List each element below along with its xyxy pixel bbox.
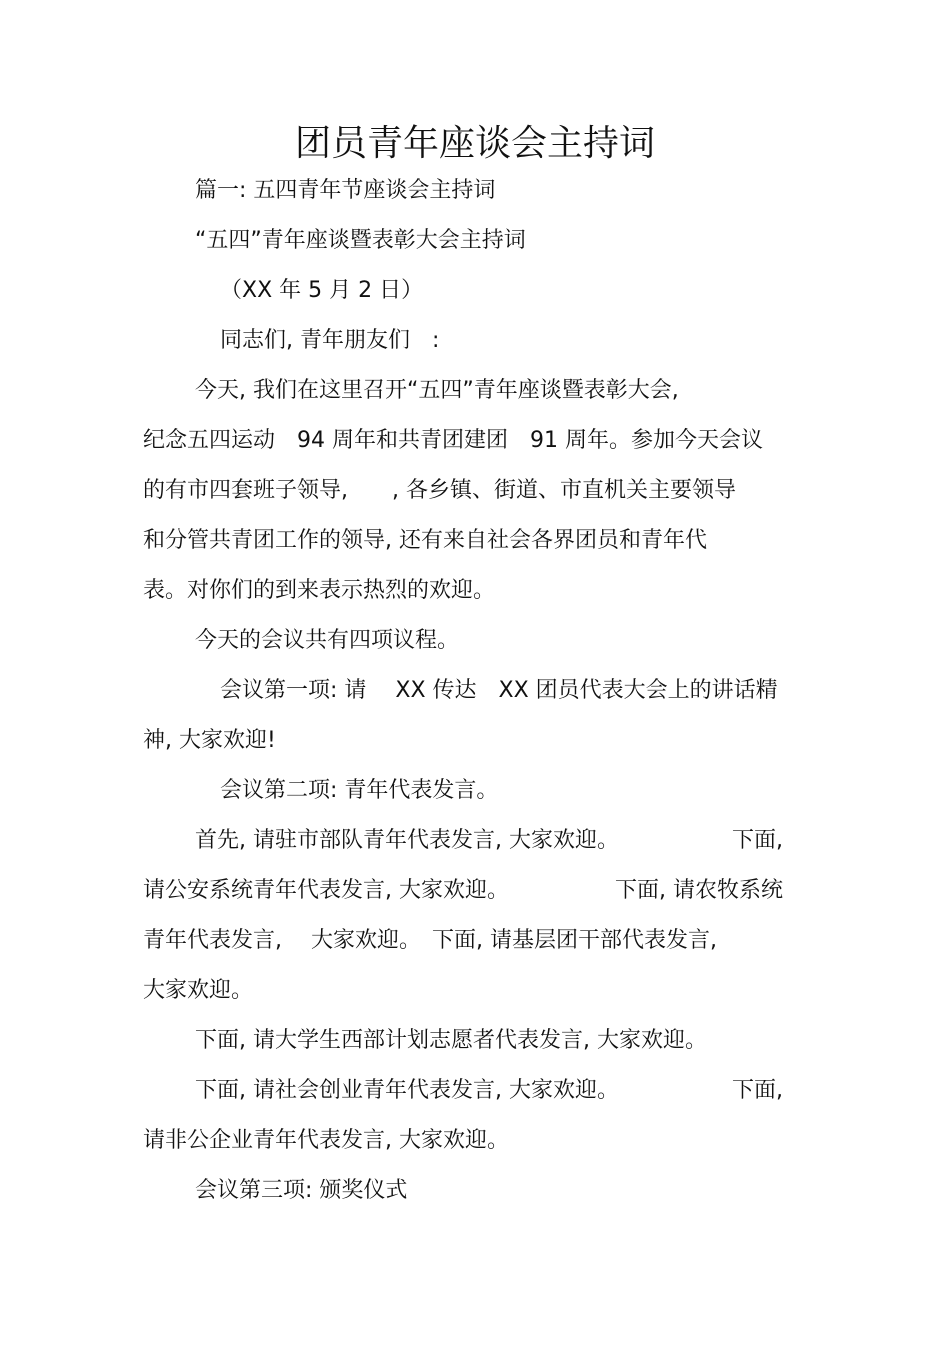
paragraph-line: [143, 876, 783, 906]
line-segment: 下面,: [732, 828, 783, 853]
paragraph-line: 今天的会议共有四项议程。: [195, 628, 460, 653]
paragraph-line: 请非公企业青年代表发言, 大家欢迎。: [143, 1128, 509, 1153]
paragraph-line: 纪念五四运动 94 周年和共青团建团 91 周年。参加今天会议: [143, 428, 763, 453]
paragraph-line: 今天, 我们在这里召开“五四”青年座谈暨表彰大会,: [195, 378, 679, 403]
paragraph-line: [195, 1076, 783, 1106]
paragraph-line: 会议第一项: 请 XX 传达 XX 团员代表大会上的讲话精: [220, 678, 778, 703]
line-segment: 请公安系统青年代表发言, 大家欢迎。: [143, 878, 509, 903]
paragraph-line: 和分管共青团工作的领导, 还有来自社会各界团员和青年代: [143, 528, 707, 553]
paragraph-line: 下面, 请大学生西部计划志愿者代表发言, 大家欢迎。: [195, 1028, 707, 1053]
paragraph-line: 表。对你们的到来表示热烈的欢迎。: [143, 578, 496, 603]
line-segment: 首先, 请驻市部队青年代表发言, 大家欢迎。: [195, 828, 619, 853]
line-segment: 下面, 请农牧系统: [615, 878, 783, 903]
paragraph-line: 会议第三项: 颁奖仪式: [195, 1178, 408, 1203]
speech-title: “五四”青年座谈暨表彰大会主持词: [195, 228, 526, 253]
paragraph-line: 会议第二项: 青年代表发言。: [220, 778, 499, 803]
paragraph-line: 神, 大家欢迎!: [143, 728, 276, 753]
greeting-line: 同志们, 青年朋友们 :: [220, 328, 440, 353]
paragraph-line: 大家欢迎。: [143, 978, 254, 1003]
paragraph-line: [195, 826, 783, 856]
line-segment: 下面,: [732, 1078, 783, 1103]
paragraph-line: 青年代表发言, 大家欢迎。 下面, 请基层团干部代表发言,: [143, 928, 717, 953]
document-title: 团员青年座谈会主持词: [294, 123, 655, 164]
date-line: （XX 年 5 月 2 日）: [220, 278, 424, 303]
paragraph-line: 的有市四套班子领导, , 各乡镇、街道、市直机关主要领导: [143, 478, 736, 503]
line-segment: 下面, 请社会创业青年代表发言, 大家欢迎。: [195, 1078, 619, 1103]
section-heading: 篇一: 五四青年节座谈会主持词: [195, 178, 496, 203]
